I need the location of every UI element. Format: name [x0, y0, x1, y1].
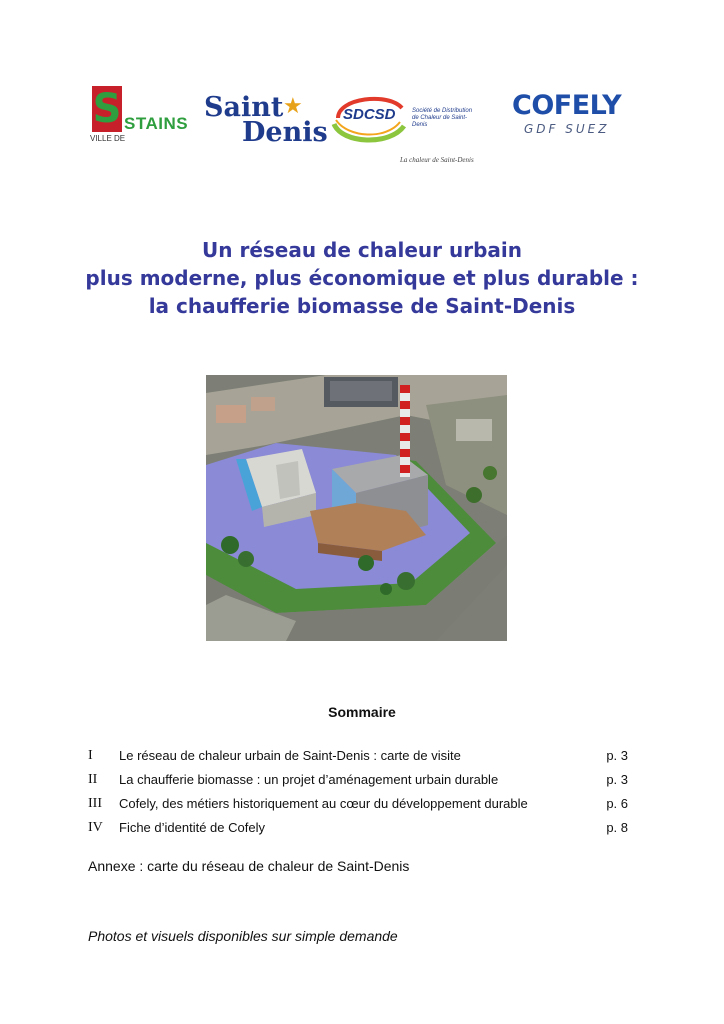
toc-item-label: Le réseau de chaleur urbain de Saint-Denis : carte de visite	[119, 748, 461, 763]
page-title-line1: Un réseau de chaleur urbain	[202, 238, 522, 262]
saint-denis-logo	[204, 92, 328, 148]
biomass-plant-rendering	[206, 375, 507, 641]
stains-logo-letter: S	[92, 86, 122, 132]
toc-item-number: III	[88, 796, 102, 811]
sdcsd-logo-tagline: La chaleur de Saint-Denis	[400, 156, 474, 164]
toc-item-page: p. 6	[606, 796, 628, 811]
toc-item-label: Fiche d’identité de Cofely	[119, 820, 265, 835]
stains-logo-prefix: VILLE DE	[90, 134, 126, 143]
toc-item-label: La chaufferie biomasse : un projet d’aménagement urbain durable	[119, 772, 499, 787]
toc-item-number: IV	[88, 820, 103, 835]
page-title-line2: plus moderne, plus économique et plus durable :	[85, 266, 639, 290]
toc-item-page: p. 3	[606, 772, 628, 787]
page-title	[0, 236, 724, 320]
photos-note: Photos et visuels disponibles sur simple demande	[88, 928, 398, 944]
cofely-logo-sub: GDF SUEZ	[524, 122, 610, 136]
page-title-line3: la chaufferie biomasse de Saint-Denis	[148, 294, 576, 318]
toc-item-number: II	[88, 772, 98, 787]
toc-item-page: p. 3	[606, 748, 628, 763]
toc-item-page: p. 8	[606, 820, 628, 835]
star-icon: ★	[283, 94, 303, 119]
sdcsd-logo-description: Société de Distribution de Chaleur de Saint-Denis	[412, 108, 473, 128]
stains-logo	[88, 86, 189, 144]
toc-item-label: Cofely, des métiers historiquement au cœur du développement durable	[119, 796, 528, 811]
saint-denis-logo-line1: Saint	[204, 92, 284, 123]
table-of-contents	[88, 744, 628, 840]
cofely-logo-word: COFELY	[512, 90, 622, 121]
toc-item	[88, 792, 628, 816]
toc-item	[88, 768, 628, 792]
sdcsd-logo	[328, 90, 478, 170]
toc-item	[88, 744, 628, 768]
cofely-logo	[510, 90, 642, 146]
annexe-line: Annexe : carte du réseau de chaleur de Saint-Denis	[88, 858, 410, 874]
toc-item	[88, 816, 628, 840]
sdcsd-logo-word: SDCSD	[343, 106, 396, 123]
saint-denis-logo-line2: Denis	[242, 117, 328, 148]
logo-strip	[80, 82, 650, 172]
stains-logo-word: STAINS	[124, 114, 189, 133]
toc-item-number: I	[88, 748, 93, 763]
sommaire-heading: Sommaire	[328, 704, 396, 720]
